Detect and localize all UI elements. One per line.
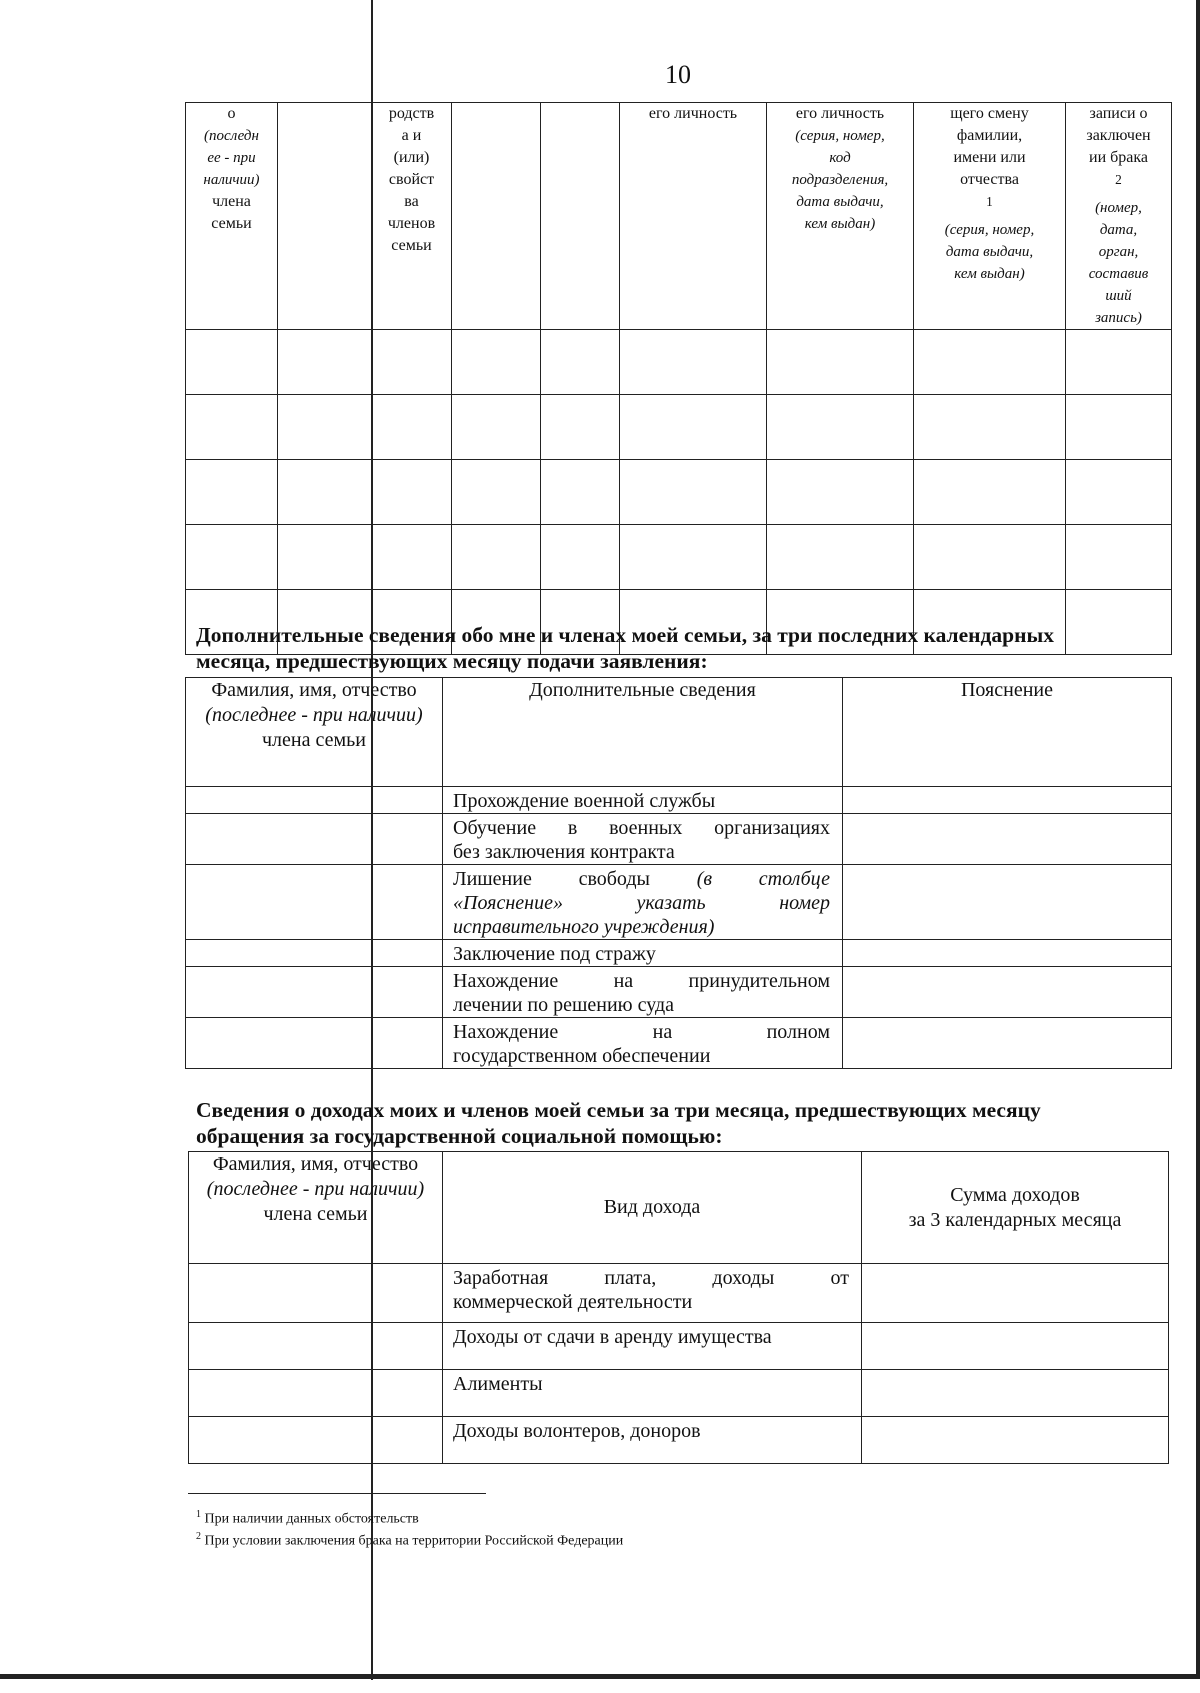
empty-cell[interactable] [767, 460, 914, 525]
member-name-header: Фамилия, имя, отчество (последнее - при наличии) члена семьи [186, 678, 443, 787]
empty-cell[interactable] [541, 395, 620, 460]
table-row [189, 1323, 1169, 1370]
footnote-ref: 1 [986, 194, 993, 209]
header-line: его личность [795, 105, 885, 122]
income-sum-cell[interactable] [862, 1264, 1169, 1323]
table-row [186, 814, 1172, 865]
header-italic-line: составив [1088, 266, 1149, 283]
cell-line: Алименты [453, 1373, 543, 1395]
cell-italic: (в столбце [696, 868, 830, 890]
cell-line: Заработная плата, доходы от [453, 1267, 849, 1289]
empty-cell[interactable] [278, 330, 372, 395]
header-line: щего смену [950, 105, 1029, 122]
header-line: (или) [393, 149, 430, 166]
family-header-cell [1066, 103, 1172, 330]
explanation-header: Пояснение [843, 678, 1172, 787]
header-line: фамилии, [956, 127, 1023, 144]
income-table-header-row [189, 1152, 1169, 1264]
cell-line: Доходы волонтеров, доноров [453, 1420, 701, 1442]
empty-cell[interactable] [452, 395, 541, 460]
header-line: родств [388, 105, 435, 122]
empty-cell[interactable] [372, 330, 452, 395]
family-header-cell [186, 103, 278, 330]
header-italic-line: подразделения, [791, 172, 889, 188]
cell-italic-line: «Пояснение» указать номер [453, 892, 830, 914]
income-table [188, 1151, 1169, 1464]
income-type-cell [443, 1323, 862, 1370]
cell-line: Доходы от сдачи в аренду имущества [453, 1326, 772, 1348]
member-name-cell[interactable] [186, 940, 443, 967]
member-name-cell[interactable] [189, 1264, 443, 1323]
empty-cell[interactable] [452, 330, 541, 395]
family-table-header-row [186, 103, 1172, 330]
table-row [186, 787, 1172, 814]
empty-cell[interactable] [278, 525, 372, 590]
header-italic-line: ший [1105, 288, 1132, 305]
family-header-cell [914, 103, 1066, 330]
empty-cell[interactable] [767, 330, 914, 395]
empty-cell[interactable] [767, 395, 914, 460]
empty-cell[interactable] [278, 460, 372, 525]
member-name-header: Фамилия, имя, отчество (последнее - при наличии) члена семьи [189, 1152, 443, 1264]
header-italic-line: дата выдачи, [796, 194, 884, 210]
scan-bottom-border [0, 1674, 1200, 1679]
cell-line: Заключение под стражу [453, 943, 656, 965]
additional-info-table [185, 677, 1172, 1069]
empty-cell[interactable] [767, 525, 914, 590]
empty-cell[interactable] [1066, 330, 1172, 395]
income-type-cell [443, 1417, 862, 1464]
empty-cell[interactable] [186, 330, 278, 395]
header-line: ии брака [1089, 149, 1148, 166]
cell-line: без заключения контракта [453, 841, 675, 863]
income-sum-cell[interactable] [862, 1323, 1169, 1370]
heading-line: Сведения о доходах моих и членов моей семьи за три месяца, предшествующих месяцу [196, 1098, 1041, 1122]
explanation-cell[interactable] [843, 865, 1172, 940]
member-name-cell[interactable] [189, 1417, 443, 1464]
header-line: семьи [211, 215, 252, 232]
explanation-cell[interactable] [843, 967, 1172, 1018]
income-sum-cell[interactable] [862, 1370, 1169, 1417]
family-header-cell [541, 103, 620, 330]
empty-cell[interactable] [452, 525, 541, 590]
explanation-cell[interactable] [843, 1018, 1172, 1069]
explanation-cell[interactable] [843, 940, 1172, 967]
header-line: свойст [388, 171, 435, 188]
table-row [186, 330, 1172, 395]
empty-cell[interactable] [278, 395, 372, 460]
family-header-cell [278, 103, 372, 330]
empty-cell[interactable] [186, 395, 278, 460]
additional-info-cell [443, 1018, 843, 1069]
income-type-header: Вид дохода [443, 1152, 862, 1264]
empty-cell[interactable] [452, 460, 541, 525]
income-sum-cell[interactable] [862, 1417, 1169, 1464]
header-italic-line: (серия, номер, [795, 128, 885, 144]
table-row [189, 1370, 1169, 1417]
empty-cell[interactable] [372, 395, 452, 460]
header-line: члена [212, 193, 251, 210]
income-sum-header: Сумма доходов за 3 календарных месяца [862, 1152, 1169, 1264]
footnote-separator [188, 1493, 486, 1494]
member-name-cell[interactable] [186, 865, 443, 940]
empty-cell[interactable] [1066, 460, 1172, 525]
empty-cell[interactable] [1066, 395, 1172, 460]
header-line: отчества [960, 171, 1019, 188]
header-line: а и [401, 127, 422, 144]
table-row [189, 1264, 1169, 1323]
empty-cell[interactable] [914, 395, 1066, 460]
family-header-cell [372, 103, 452, 330]
empty-cell[interactable] [1066, 525, 1172, 590]
additional-table-header-row [186, 678, 1172, 787]
cell-line: государственном обеспечении [453, 1045, 711, 1067]
header-italic-line: наличии) [203, 172, 260, 188]
header-italic-line: (серия, номер, [944, 222, 1035, 239]
additional-info-heading [196, 622, 1176, 674]
additional-info-cell [443, 940, 843, 967]
table-row [189, 1417, 1169, 1464]
header-line: имени или [953, 149, 1026, 166]
table-row [186, 525, 1172, 590]
empty-cell[interactable] [914, 525, 1066, 590]
cell-line: Нахождение на полном [453, 1021, 830, 1043]
income-heading [196, 1097, 1176, 1149]
cell-line: лечении по решению суда [453, 994, 675, 1016]
member-name-cell[interactable] [186, 814, 443, 865]
empty-cell[interactable] [620, 460, 767, 525]
heading-line: обращения за государственной социальной помощью: [196, 1124, 723, 1148]
header-italic-line: (последн [204, 128, 259, 144]
additional-info-cell [443, 814, 843, 865]
cell-italic-line: исправительного учреждения) [453, 916, 715, 938]
cell-line [453, 867, 830, 891]
explanation-cell[interactable] [843, 787, 1172, 814]
member-name-cell[interactable] [186, 1018, 443, 1069]
header-line: членов [387, 215, 436, 232]
footnote-1: $^1$ При наличии данных обстоятельств [196, 1509, 419, 1527]
header-italic-line: кем выдан) [804, 216, 876, 232]
header-italic-line: дата, [1099, 222, 1138, 239]
additional-info-cell [443, 865, 843, 940]
header-line: его личность [648, 105, 738, 122]
cell-text: Лишение свободы [453, 868, 697, 890]
cell-line: Нахождение на принудительном [453, 970, 830, 992]
additional-info-header: Дополнительные сведения [443, 678, 843, 787]
empty-cell[interactable] [620, 525, 767, 590]
cell-line: Обучение в военных организациях [453, 817, 830, 839]
header-italic-line: кем выдан) [954, 266, 1025, 283]
table-row [186, 865, 1172, 940]
table-row [186, 1018, 1172, 1069]
header-line: записи о [1089, 105, 1148, 122]
header-line: семьи [391, 237, 432, 254]
heading-line: месяца, предшествующих месяцу подачи заявления: [196, 649, 708, 673]
explanation-cell[interactable] [843, 814, 1172, 865]
additional-info-cell [443, 967, 843, 1018]
cell-line: коммерческой деятельности [453, 1291, 693, 1313]
footnote-2: $^2$ При условии заключения брака на территории Российской Федерации [196, 1531, 624, 1549]
cell-line: Прохождение военной службы [453, 790, 716, 812]
family-header-cell [452, 103, 541, 330]
table-row [186, 967, 1172, 1018]
table-row [186, 460, 1172, 525]
family-header-cell [620, 103, 767, 330]
page-number: 10 [665, 60, 691, 89]
family-members-table [185, 102, 1172, 655]
additional-info-cell [443, 787, 843, 814]
income-type-cell [443, 1370, 862, 1417]
header-italic-line: ее - при [207, 150, 256, 166]
heading-line: Дополнительные сведения обо мне и членах моей семьи, за три последних календарных [196, 623, 1055, 647]
empty-cell[interactable] [186, 460, 278, 525]
member-name-cell[interactable] [189, 1370, 443, 1417]
header-line: о [227, 105, 236, 122]
header-italic-line: код [829, 150, 851, 166]
empty-cell[interactable] [541, 460, 620, 525]
empty-cell[interactable] [620, 395, 767, 460]
table-row [186, 940, 1172, 967]
header-line: заключен [1086, 127, 1151, 144]
empty-cell[interactable] [914, 460, 1066, 525]
member-name-cell[interactable] [189, 1323, 443, 1370]
member-name-cell[interactable] [186, 787, 443, 814]
footnote-ref: 2 [1115, 172, 1122, 187]
family-header-cell [767, 103, 914, 330]
empty-cell[interactable] [541, 330, 620, 395]
table-row [186, 395, 1172, 460]
empty-cell[interactable] [372, 460, 452, 525]
header-line: ва [404, 193, 419, 210]
header-line [914, 169, 1065, 219]
empty-cell[interactable] [372, 525, 452, 590]
empty-cell[interactable] [914, 330, 1066, 395]
header-italic-line: (номер, [1095, 200, 1142, 217]
empty-cell[interactable] [620, 330, 767, 395]
header-italic-line: орган, [1098, 244, 1139, 261]
empty-cell[interactable] [186, 525, 278, 590]
header-italic-line: запись) [1095, 310, 1142, 327]
header-italic-line: дата выдачи, [945, 244, 1034, 261]
header-line [1066, 147, 1171, 197]
member-name-cell[interactable] [186, 967, 443, 1018]
scan-right-border [1196, 0, 1200, 1679]
income-type-cell [443, 1264, 862, 1323]
empty-cell[interactable] [541, 525, 620, 590]
